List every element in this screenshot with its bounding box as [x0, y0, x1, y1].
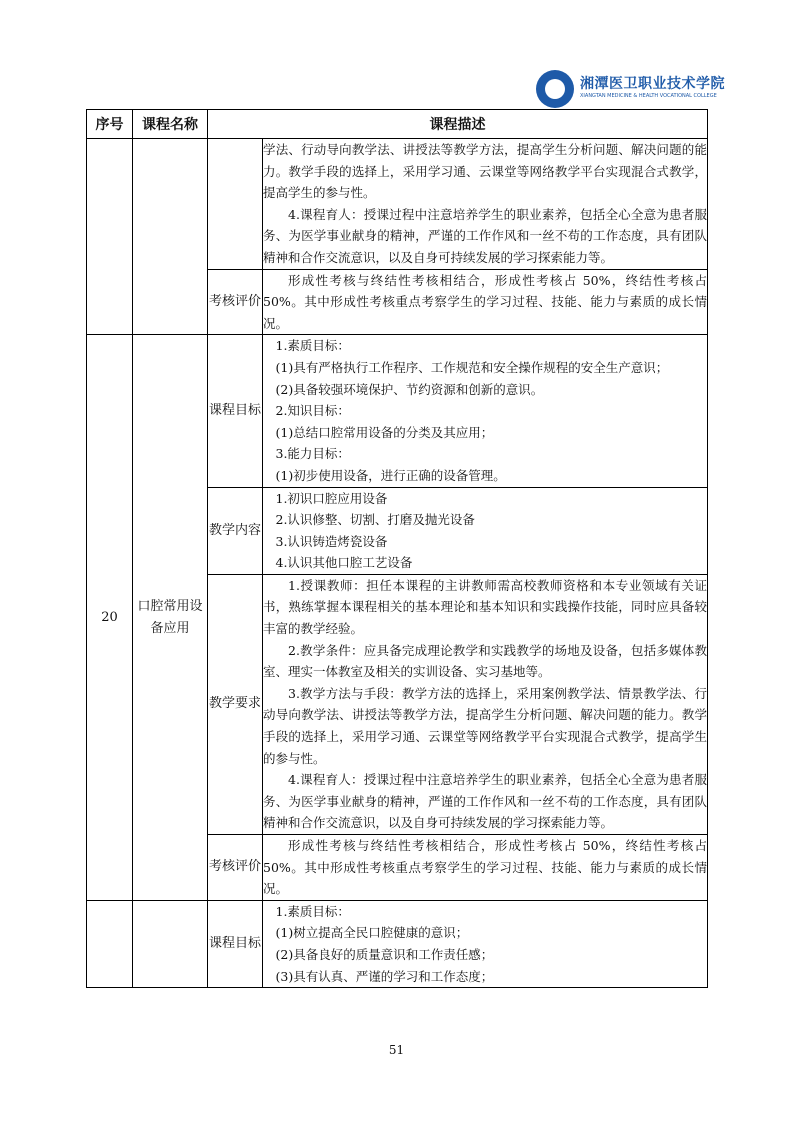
course-20-name: 口腔常用设备应用	[133, 335, 208, 900]
cont-assessment-label: 考核评价	[208, 269, 263, 335]
school-name-cn: 湘潭医卫职业技术学院	[580, 76, 725, 92]
header-course-name: 课程名称	[133, 110, 208, 139]
header-index: 序号	[87, 110, 133, 139]
text-line: 1.素质目标：	[275, 338, 350, 354]
school-emblem-icon	[536, 70, 574, 108]
course-20-index: 20	[87, 335, 133, 900]
text-line: 1.初识口腔应用设备	[275, 490, 388, 506]
next-objectives	[263, 900, 708, 987]
text-line: 3.认识铸造烤瓷设备	[275, 533, 388, 549]
text-line: 2.教学条件：应具备完成理论教学和实践教学的场地及设备，包括多媒体教室、理实一体教室及相关的实训设备、实习基地等。	[263, 642, 707, 680]
school-logo	[536, 70, 725, 110]
course-20-objectives	[263, 335, 708, 487]
course-20-content	[263, 487, 708, 574]
text-line: (3)具有认真、严谨的学习和工作态度；	[275, 968, 494, 984]
text-line: 1.素质目标：	[275, 903, 350, 919]
text-line: (2)具备较强环境保护、节约资源和创新的意识。	[275, 381, 544, 397]
text-line: 3.能力目标：	[275, 446, 350, 462]
text-line: 4.课程育人：授课过程中注意培养学生的职业素养，包括全心全意为患者服务、为医学事业献身的精神，严谨的工作作风和一丝不苟的工作态度，具有团队精神和合作交流意识，以及自身可持续发展的学习探索能力等。	[263, 772, 707, 831]
course-20-content-label: 教学内容	[208, 487, 263, 574]
table-row	[87, 335, 708, 487]
header-course-description: 课程描述	[208, 110, 708, 139]
cont-teaching-req	[263, 139, 708, 270]
text-line: 2.认识修整、切割、打磨及抛光设备	[275, 512, 475, 528]
text-line: 2.知识目标：	[275, 403, 350, 419]
text-line: (1)总结口腔常用设备的分类及其应用；	[275, 424, 494, 440]
next-name-cell	[133, 900, 208, 987]
text-line: 4.认识其他口腔工艺设备	[275, 555, 413, 571]
table-row	[87, 900, 708, 987]
course-20-req-label: 教学要求	[208, 574, 263, 834]
text-line: 4.课程育人：授课过程中注意培养学生的职业素养，包括全心全意为患者服务、为医学事业献身的精神，严谨的工作作风和一丝不苟的工作态度，具有团队精神和合作交流意识，以及自身可持续发展的学习探索能力等。	[263, 206, 707, 265]
text-line: (1)树立提高全民口腔健康的意识；	[275, 925, 469, 941]
next-index-cell	[87, 900, 133, 987]
table-row	[87, 139, 708, 270]
curriculum-table	[86, 109, 708, 988]
text-line: 3.教学方法与手段：教学方法的选择上，采用案例教学法、情景教学法、行动导向教学法、讲授法等教学方法，提高学生分析问题、解决问题的能力。教学手段的选择上，采用学习通、云课堂等网络教学平台实现混合式教学，提高学生的参与性。	[263, 685, 707, 766]
cont-assessment-text: 形成性考核与终结性考核相结合，形成性考核占 50%，终结性考核占 50%。其中形成性考核重点考察学生的学习过程、技能、能力与素质的成长情况。	[263, 272, 707, 331]
course-20-requirements	[263, 574, 708, 834]
page-number: 51	[388, 1043, 405, 1057]
cont-index-cell	[87, 139, 133, 335]
text-line: (2)具备良好的质量意识和工作责任感；	[275, 946, 494, 962]
course-20-assessment-label: 考核评价	[208, 835, 263, 901]
text-line: (1)初步使用设备，进行正确的设备管理。	[275, 467, 506, 483]
school-name-en: XIANGTAN MEDICINE & HEALTH VOCATIONAL COLLEGE	[580, 93, 717, 99]
course-20-assessment-cell	[263, 835, 708, 901]
text-line: 1.授课教师：担任本课程的主讲教师需高校教师资格和本专业领域有关证书，熟练掌握本课程相关的基本理论和基本知识和实践操作技能，同时应具备较丰富的教学经验。	[263, 577, 707, 637]
table-header-row	[87, 110, 708, 139]
course-20-objectives-label: 课程目标	[208, 335, 263, 487]
text-line: (1)具有严格执行工作程序、工作规范和安全操作规程的安全生产意识；	[275, 359, 669, 375]
text-line: 学法、行动导向教学法、讲授法等教学方法，提高学生分析问题、解决问题的能力。教学手段的选择上，采用学习通、云课堂等网络教学平台实现混合式教学，提高学生的参与性。	[263, 142, 707, 201]
course-20-assessment-text: 形成性考核与终结性考核相结合，形成性考核占 50%，终结性考核占 50%。其中形成性考核重点考察学生的学习过程、技能、能力与素质的成长情况。	[263, 838, 707, 897]
cont-assessment-text-cell	[263, 269, 708, 335]
next-objectives-label: 课程目标	[208, 900, 263, 987]
cont-label-cell	[208, 139, 263, 270]
cont-name-cell	[133, 139, 208, 335]
